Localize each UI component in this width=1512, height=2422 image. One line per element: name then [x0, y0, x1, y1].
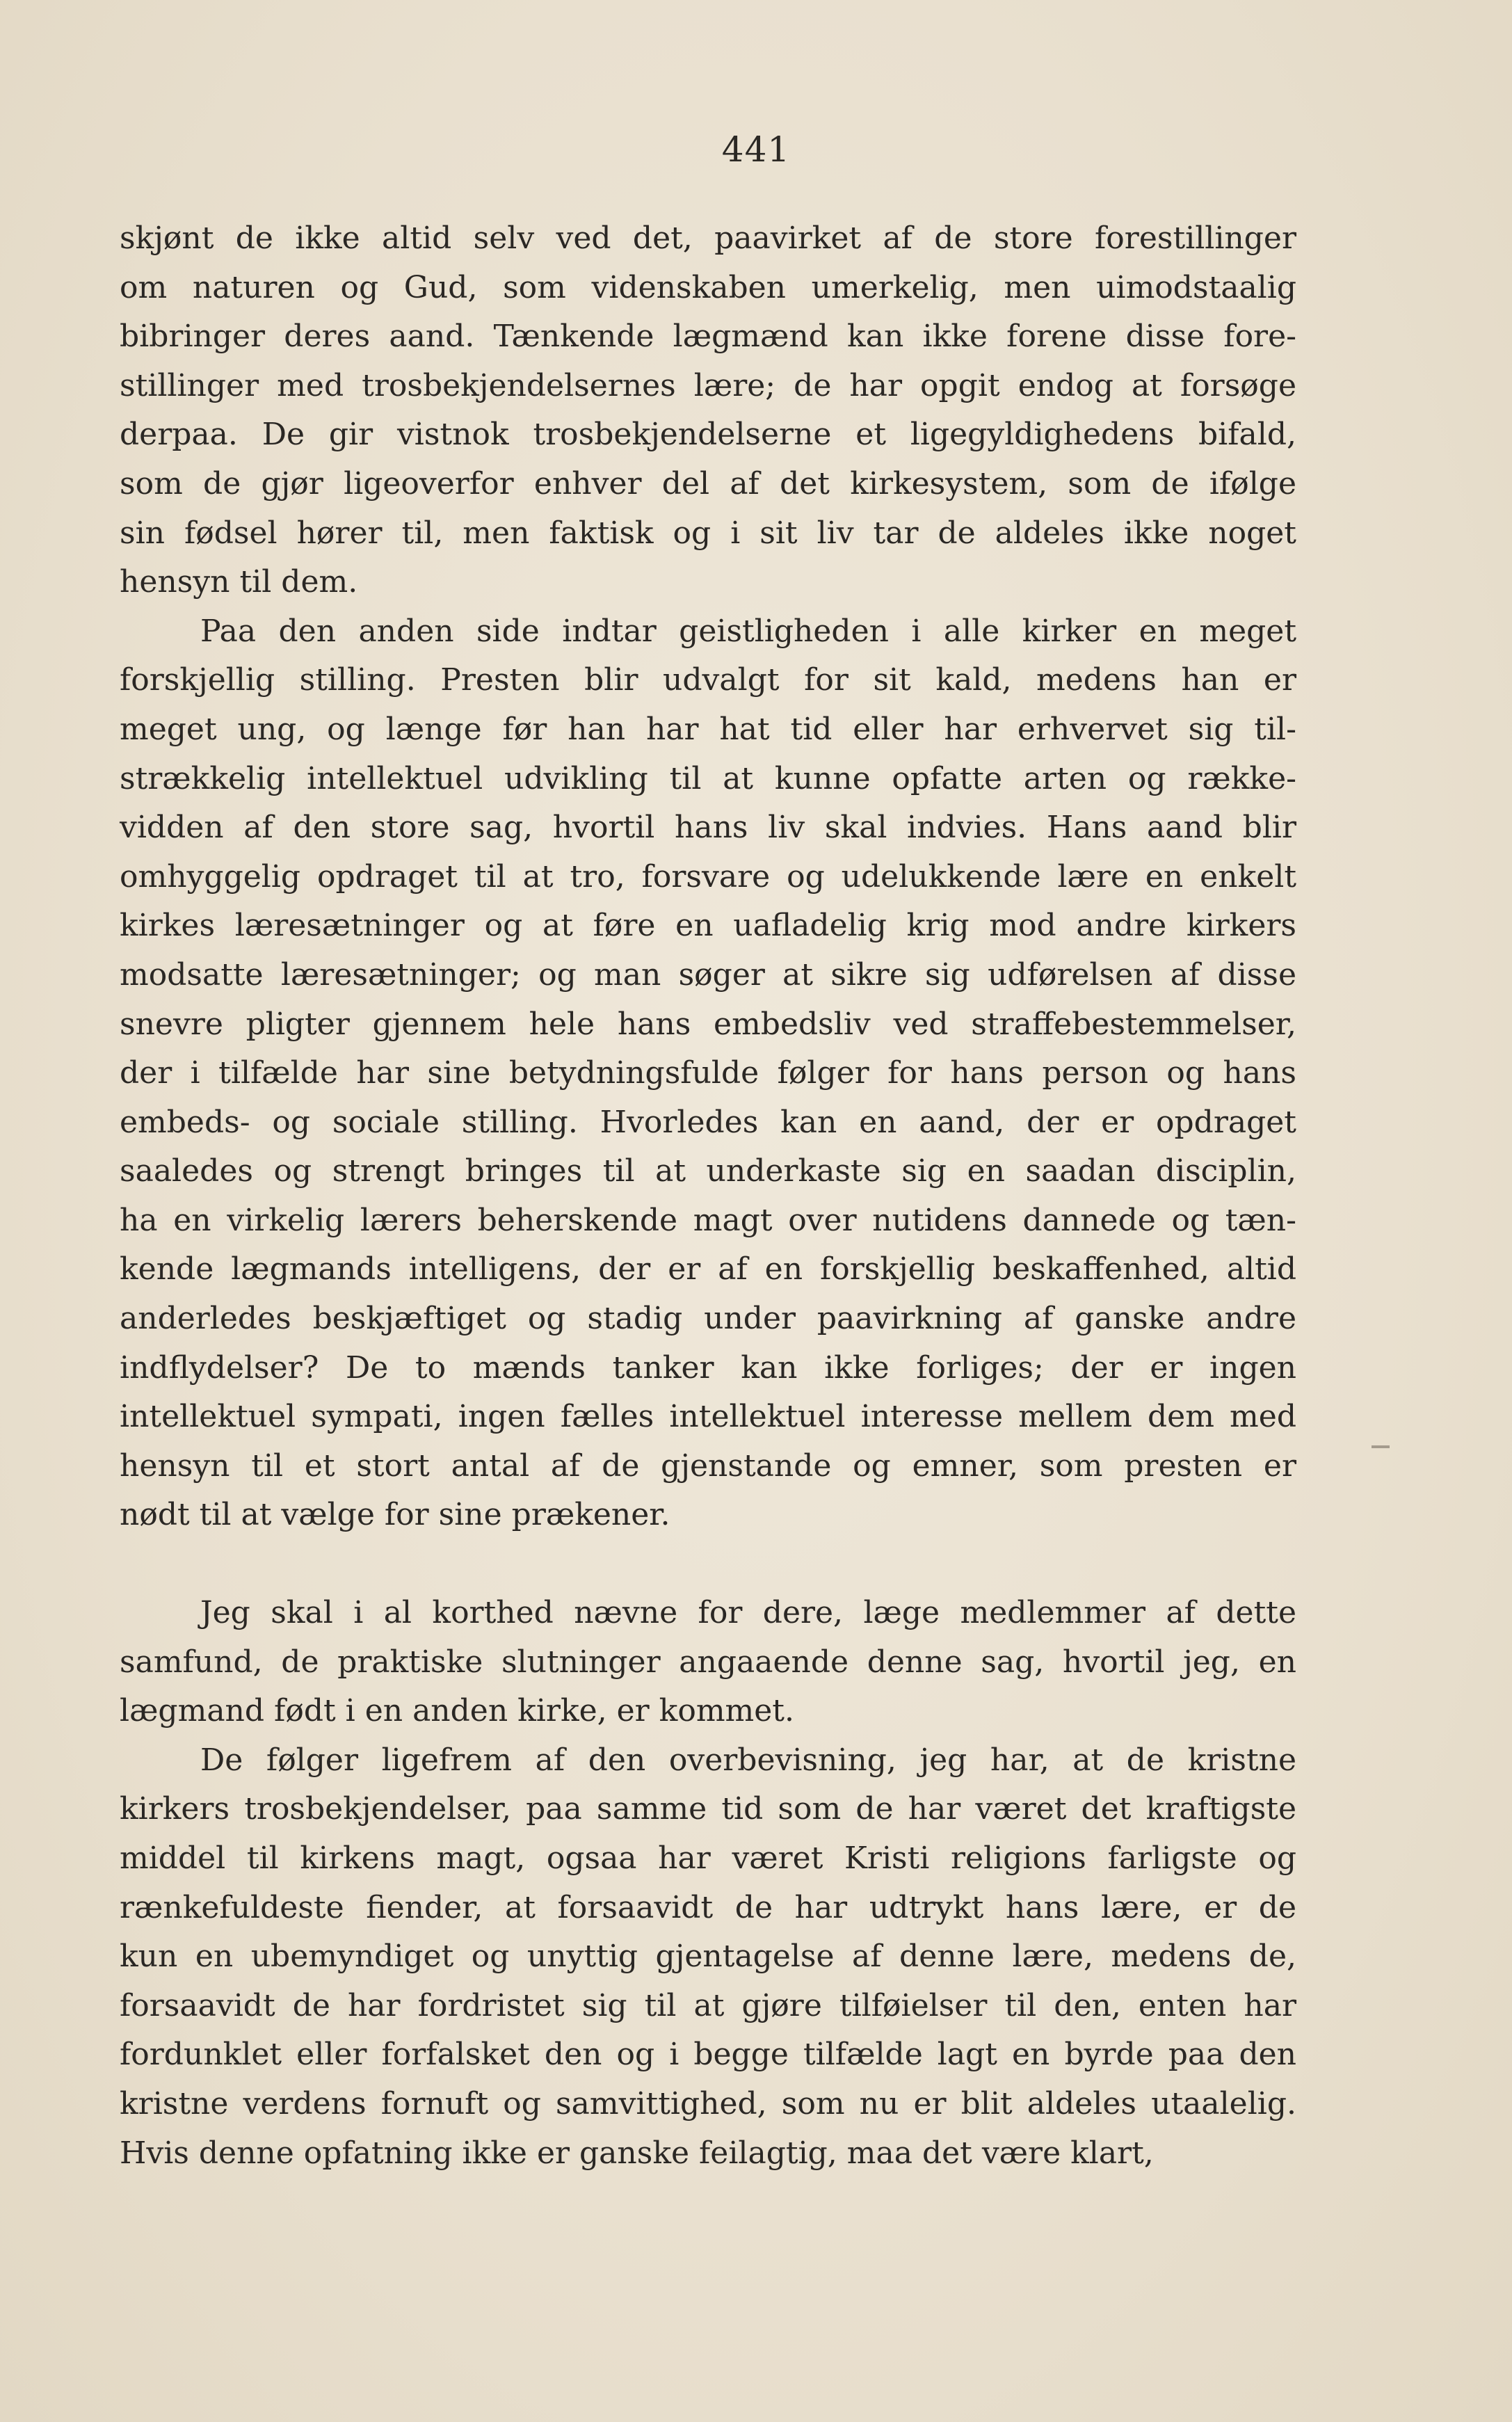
- text-line: vidden af den store sag, hvortil hans liv skal indvies. Hans aand blir: [120, 810, 1296, 846]
- text-line: Paa den anden side indtar geistligheden i alle kirker en meget: [200, 613, 1296, 649]
- text-line: kristne verdens fornuft og samvittighed, som nu er blit aldeles utaalelig.: [120, 2085, 1296, 2122]
- body-text: [120, 214, 1296, 2178]
- text-line: stillinger med trosbekjendelsernes lære; de har opgit endog at forsøge: [120, 367, 1296, 403]
- text-line: bibringer deres aand. Tænkende lægmænd kan ikke forene disse fore-: [120, 319, 1296, 355]
- text-line: hensyn til et stort antal af de gjenstande og emner, som presten er: [120, 1447, 1296, 1484]
- text-line: modsatte læresætninger; og man søger at sikre sig udførelsen af disse: [120, 956, 1296, 993]
- text-line: kirkes læresætninger og at føre en uafladelig krig mod andre kirkers: [120, 908, 1296, 944]
- text-line: der i tilfælde har sine betydningsfulde følger for hans person og hans: [120, 1055, 1296, 1091]
- text-line: anderledes beskjæftiget og stadig under paavirkning af ganske andre: [120, 1301, 1296, 1337]
- text-line: samfund, de praktiske slutninger angaaende denne sag, hvortil jeg, en: [120, 1644, 1296, 1680]
- text-line: sin fødsel hører til, men faktisk og i sit liv tar de aldeles ikke noget: [120, 515, 1296, 551]
- text-line: som de gjør ligeoverfor enhver del af det kirkesystem, som de ifølge: [120, 465, 1296, 502]
- text-line: Jeg skal i al korthed nævne for dere, læge medlemmer af dette: [200, 1595, 1296, 1631]
- text-line: kende lægmands intelligens, der er af en forskjellig beskaffenhed, altid: [120, 1251, 1296, 1288]
- text-line: derpaa. De gir vistnok trosbekjendelserne et ligegyldighedens bifald,: [120, 417, 1296, 453]
- text-line: forsaavidt de har fordristet sig til at gjøre tilføielser til den, enten har: [120, 1987, 1296, 2023]
- text-line: intellektuel sympati, ingen fælles intellektuel interesse mellem dem med: [120, 1399, 1296, 1435]
- text-line: omhyggelig opdraget til at tro, forsvare og udelukkende lære en enkelt: [120, 858, 1296, 895]
- text-line: nødt til at vælge for sine prækener.: [120, 1497, 670, 1533]
- text-line: meget ung, og længe før han har hat tid eller har erhvervet sig til-: [120, 711, 1296, 747]
- text-line: rænkefuldeste fiender, at forsaavidt de har udtrykt hans lære, er de: [120, 1889, 1296, 1925]
- text-line: saaledes og strengt bringes til at underkaste sig en saadan disciplin,: [120, 1153, 1296, 1189]
- text-line: skjønt de ikke altid selv ved det, paavirket af de store forestillinger: [120, 220, 1296, 256]
- paragraph: [120, 607, 1296, 1540]
- text-line: De følger ligefrem af den overbevisning, jeg har, at de kristne: [200, 1742, 1296, 1778]
- text-line: kirkers trosbekjendelser, paa samme tid som de har været det kraftigste: [120, 1791, 1296, 1827]
- paragraph: [120, 1589, 1296, 1736]
- text-line: ha en virkelig lærers beherskende magt over nutidens dannede og tæn-: [120, 1202, 1296, 1238]
- page-number: 441: [721, 129, 791, 170]
- text-line: fordunklet eller forfalsket den og i begge tilfælde lagt en byrde paa den: [120, 2037, 1296, 2073]
- text-line: kun en ubemyndiget og unyttig gjentagelse af denne lære, medens de,: [120, 1939, 1296, 1975]
- text-line: strækkelig intellektuel udvikling til at kunne opfatte arten og række-: [120, 760, 1296, 796]
- paragraph: [120, 214, 1296, 607]
- text-line: forskjellig stilling. Presten blir udvalgt for sit kald, medens han er: [120, 662, 1296, 698]
- text-line: hensyn til dem.: [120, 564, 358, 600]
- text-line: embeds- og sociale stilling. Hvorledes kan en aand, der er opdraget: [120, 1104, 1296, 1140]
- text-line: Hvis denne opfatning ikke er ganske feilagtig, maa det være klart,: [120, 2135, 1154, 2171]
- text-line: lægmand født i en anden kirke, er kommet.: [120, 1693, 794, 1729]
- text-line: middel til kirkens magt, ogsaa har været Kristi religions farligste og: [120, 1840, 1296, 1876]
- text-line: om naturen og Gud, som videnskaben umerkelig, men uimodstaalig: [120, 269, 1296, 305]
- text-line: snevre pligter gjennem hele hans embedsliv ved straffebestemmelser,: [120, 1006, 1296, 1042]
- paragraph: [120, 1736, 1296, 2178]
- text-line: indflydelser? De to mænds tanker kan ikke forliges; der er ingen: [120, 1349, 1296, 1386]
- margin-mark: [1372, 1445, 1390, 1448]
